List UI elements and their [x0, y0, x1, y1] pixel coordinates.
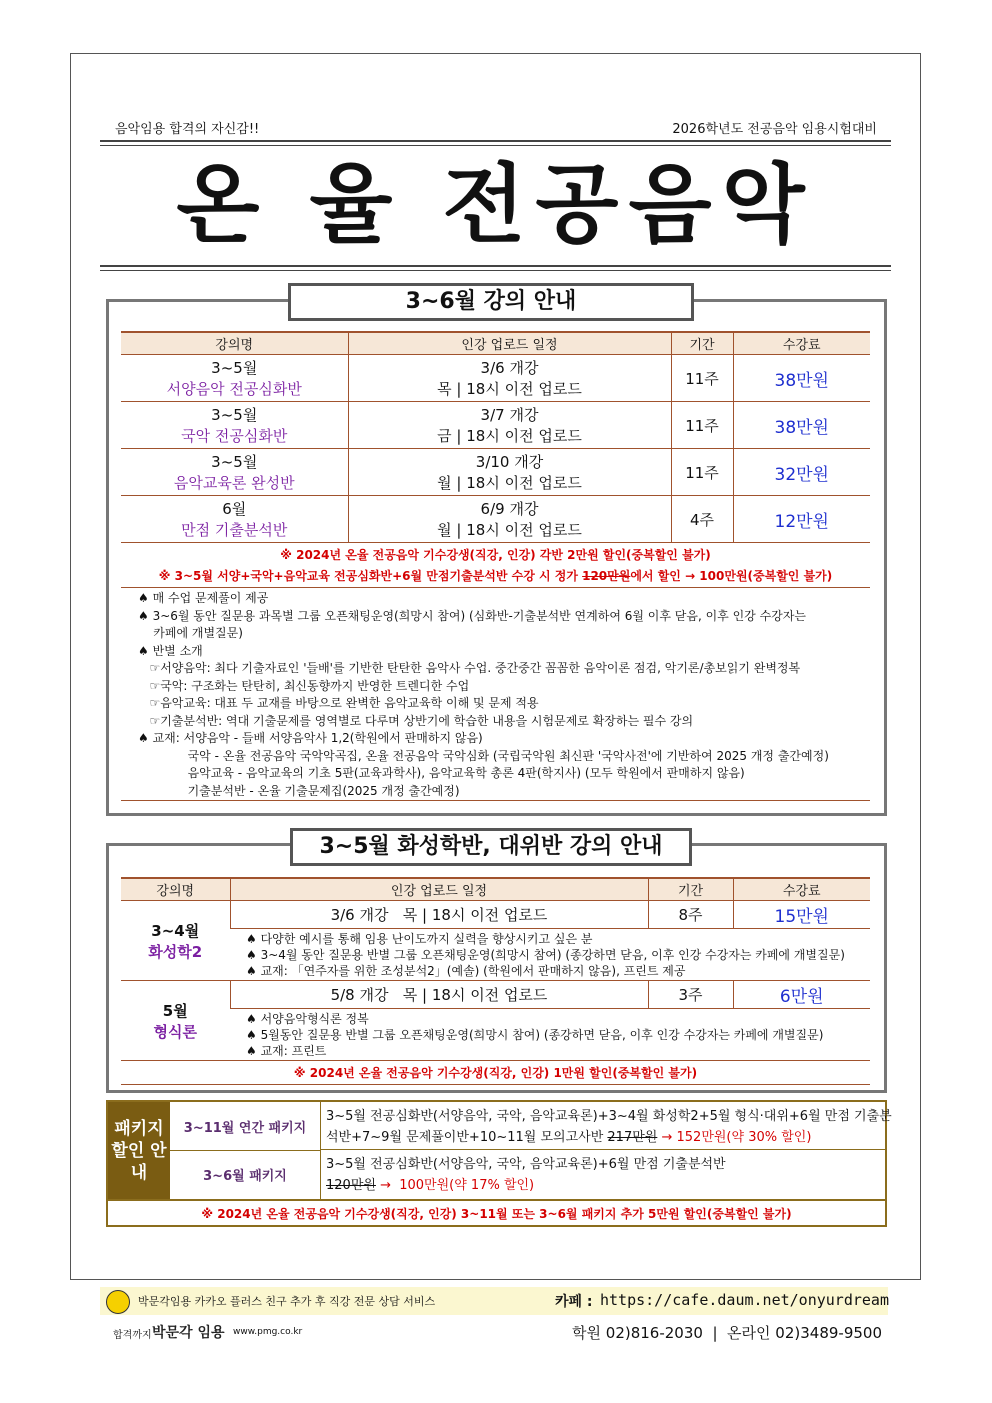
bullet-line: 카페에 개별질문)	[138, 626, 243, 640]
package-old-price: 217만원	[607, 1130, 658, 1145]
brand-prefix: 합격까지	[113, 1330, 152, 1341]
package-name: 3~6월 패키지	[170, 1150, 321, 1199]
upload-time: 월 | 18시 이전 업로드	[437, 521, 582, 539]
bundle-old-price: 120만원	[582, 569, 631, 583]
section2-heading: 3~5월 화성학반, 대위반 강의 안내	[290, 828, 692, 866]
fee: 32만원	[733, 449, 870, 496]
bundle-note-suffix: 에서 할인 → 100만원(중복할인 불가)	[630, 569, 833, 583]
col-schedule: 인강 업로드 일정	[348, 332, 671, 355]
upload-time: 금 | 18시 이전 업로드	[437, 427, 582, 445]
package-detail	[320, 1150, 885, 1199]
bundle-note-prefix: ※ 3~5월 서양+국악+음악교육 전공심화반+6월 만점기출분석반 수강 시 정가	[158, 569, 583, 583]
fee: 12만원	[733, 496, 870, 543]
bullet-line: ♠ 반별 소개	[138, 643, 203, 658]
course-name: 화성학2	[148, 942, 203, 961]
detail-line: ♠ 3~4월 동안 질문용 반별 그룹 오픈채팅운영(희망시 참여) (종강하면 닫음, 이후 인강 수강자는 카페에 개별질문)	[246, 947, 845, 962]
table-row	[121, 355, 870, 402]
table-row	[121, 449, 870, 496]
course-name: 서양음악 전공심화반	[166, 380, 302, 398]
brand-logo: 박문각 임용	[152, 1325, 225, 1341]
site-url[interactable]: www.pmg.co.kr	[233, 1327, 303, 1337]
contact-info: 학원 02)816-2030 | 온라인 02)3489-9500	[572, 1324, 882, 1342]
bullet-line: ♠ 매 수업 문제풀이 제공	[138, 591, 269, 605]
start-date: 6/9 개강	[480, 500, 539, 518]
start-date: 3/6 개강	[480, 359, 539, 377]
top-rule	[100, 140, 891, 142]
col-course: 강의명	[121, 878, 230, 901]
start-date: 3/7 개강	[480, 406, 539, 424]
course-period: 3~5월	[211, 453, 258, 471]
weeks: 4주	[671, 496, 733, 543]
fee: 38만원	[733, 355, 870, 402]
bullet-line: ☞음악교육: 대표 두 교재를 바탕으로 완벽한 음악교육학 이해 및 문제 적용	[138, 696, 539, 710]
package-name: 3~11월 연간 패키지	[170, 1102, 321, 1151]
upload-time: 목 | 18시 이전 업로드	[437, 380, 582, 398]
course-period: 3~5월	[211, 359, 258, 377]
discount-note: ※ 2024년 온율 전공음악 기수강생(직강, 인강) 각반 2만원 할인(중복할인 불가)	[280, 548, 711, 562]
package-old-price: 120만원	[326, 1178, 376, 1193]
edition-label: 2026학년도 전공음악 임용시험대비	[672, 122, 877, 137]
kakao-icon	[106, 1290, 130, 1314]
section1-table	[121, 331, 870, 543]
footer-bar	[100, 1287, 888, 1315]
col-fee: 수강료	[733, 332, 870, 355]
weeks: 11주	[671, 449, 733, 496]
package-box	[106, 1100, 892, 1227]
fee: 38만원	[733, 402, 870, 449]
title-rule	[100, 265, 891, 267]
fee: 15만원	[733, 901, 870, 929]
col-weeks: 기간	[648, 878, 733, 901]
bullet-line: ☞서양음악: 최다 기출자료인 '들배'를 기반한 탄탄한 음악사 수업. 중간중간 꼼꼼한 음악이론 점검, 악기론/총보읽기 완벽정복	[138, 661, 801, 675]
tagline: 음악임용 합격의 자신감!!	[115, 122, 260, 137]
fee: 6만원	[733, 981, 870, 1009]
schedule: 3/6 개강 목 | 18시 이전 업로드	[230, 901, 648, 929]
table-row	[121, 496, 870, 543]
package-line: 3~5월 전공심화반(서양음악, 국악, 음악교육론)+3~4월 화성학2+5월 형식·대위+6월 만점 기출분	[326, 1109, 892, 1124]
detail-line: ♠ 서양음악형식론 정복	[246, 1011, 369, 1026]
package-line: 3~5월 전공심화반(서양음악, 국악, 음악교육론)+6월 만점 기출분석반	[326, 1157, 726, 1172]
col-fee: 수강료	[733, 878, 870, 901]
table-row	[121, 981, 870, 1009]
section1-bottom-rule	[121, 800, 870, 801]
package-line: 석반+7~9월 문제풀이반+10~11월 모의고사반	[326, 1130, 608, 1145]
course-period: 3~4월	[151, 921, 200, 940]
bullet-line: 국악 - 온율 전공음악 국악악곡집, 온율 전공음악 국악심화 (국립국악원 최신판 '국악사전'에 기반하여 2025 개정 출간예정)	[138, 748, 829, 763]
package-detail	[320, 1102, 892, 1150]
bullet-line: ☞기출분석반: 역대 기출문제를 영역별로 다루며 상반기에 학습한 내용을 시험문제로 확장하는 필수 강의	[138, 713, 694, 728]
weeks: 3주	[648, 981, 733, 1009]
cafe-link[interactable]: https://cafe.daum.net/onyurdream	[600, 1291, 889, 1309]
weeks: 11주	[671, 402, 733, 449]
table-row	[121, 901, 870, 929]
section1-heading: 3~6월 강의 안내	[288, 283, 694, 321]
course-name: 만점 기출분석반	[181, 521, 288, 539]
bullet-line: 기출분석반 - 온율 기출문제집(2025 개정 출간예정)	[138, 783, 460, 798]
start-date: 3/10 개강	[475, 453, 544, 471]
weeks: 11주	[671, 355, 733, 402]
course-name: 형식론	[153, 1022, 197, 1041]
bundle-note	[121, 567, 870, 588]
package-label: 패키지 할인 안내	[108, 1102, 170, 1199]
detail-line: ♠ 5월동안 질문용 반별 그룹 오픈채팅운영(희망시 참여) (종강하면 닫음, 이후 인강 수강자는 카페에 개별질문)	[246, 1027, 824, 1042]
schedule: 5/8 개강 목 | 18시 이전 업로드	[230, 981, 648, 1009]
course-details	[230, 929, 870, 981]
package-new-price: → 100만원(약 17% 할인)	[375, 1178, 535, 1193]
course-period: 3~5월	[211, 406, 258, 424]
weeks: 8주	[648, 901, 733, 929]
detail-line: ♠ 교재: 프린트	[246, 1043, 327, 1058]
page-title: 온 율 전공음악	[176, 155, 815, 255]
bullet-line: ♠ 교재: 서양음악 - 들배 서양음악사 1,2(학원에서 판매하지 않음)	[138, 731, 483, 745]
cafe-label: 카페 :	[555, 1294, 593, 1310]
kakao-text: 박문각임용 카카오 플러스 친구 추가 후 직강 전문 상담 서비스	[138, 1295, 436, 1308]
course-name: 음악교육론 완성반	[173, 474, 295, 492]
table-row	[121, 402, 870, 449]
package-new-price: → 152만원(약 30% 할인)	[657, 1130, 812, 1145]
section1-bullets	[138, 590, 829, 800]
bullet-line: ☞국악: 구조화는 탄탄히, 최신동향까지 반영한 트렌디한 수업	[138, 678, 470, 693]
package-note: ※ 2024년 온율 전공음악 기수강생(직강, 인강) 3~11월 또는 3~6월 패키지 추가 5만원 할인(중복할인 불가)	[108, 1199, 885, 1227]
course-details	[230, 1009, 870, 1061]
detail-line: ♠ 교재: 「연주자를 위한 조성분석2」(예솔) (학원에서 판매하지 않음), 프린트 제공	[246, 963, 686, 978]
bullet-line: 음악교육 - 음악교육의 기초 5판(교육과학사), 음악교육학 총론 4판(학지사) (모두 학원에서 판매하지 않음)	[138, 766, 745, 780]
title-rule-thin	[100, 270, 891, 271]
col-weeks: 기간	[671, 332, 733, 355]
col-course: 강의명	[121, 332, 348, 355]
upload-time: 월 | 18시 이전 업로드	[437, 474, 582, 492]
col-schedule: 인강 업로드 일정	[230, 878, 648, 901]
course-period: 5월	[162, 1001, 188, 1020]
bullet-line: ♠ 3~6월 동안 질문용 과목별 그룹 오픈채팅운영(희망시 참여) (심화반-기출분석반 연계하여 6월 이후 닫음, 이후 인강 수강자는	[138, 608, 806, 623]
detail-line: ♠ 다양한 예시를 통해 임용 난이도까지 실력을 향상시키고 싶은 분	[246, 931, 593, 946]
course-period: 6월	[222, 500, 247, 518]
top-rule-thin	[100, 145, 891, 146]
course-name: 국악 전공심화반	[181, 427, 288, 445]
section2-note: ※ 2024년 온율 전공음악 기수강생(직강, 인강) 1만원 할인(중복할인 불가)	[121, 1061, 870, 1085]
section2-table	[121, 877, 870, 1085]
